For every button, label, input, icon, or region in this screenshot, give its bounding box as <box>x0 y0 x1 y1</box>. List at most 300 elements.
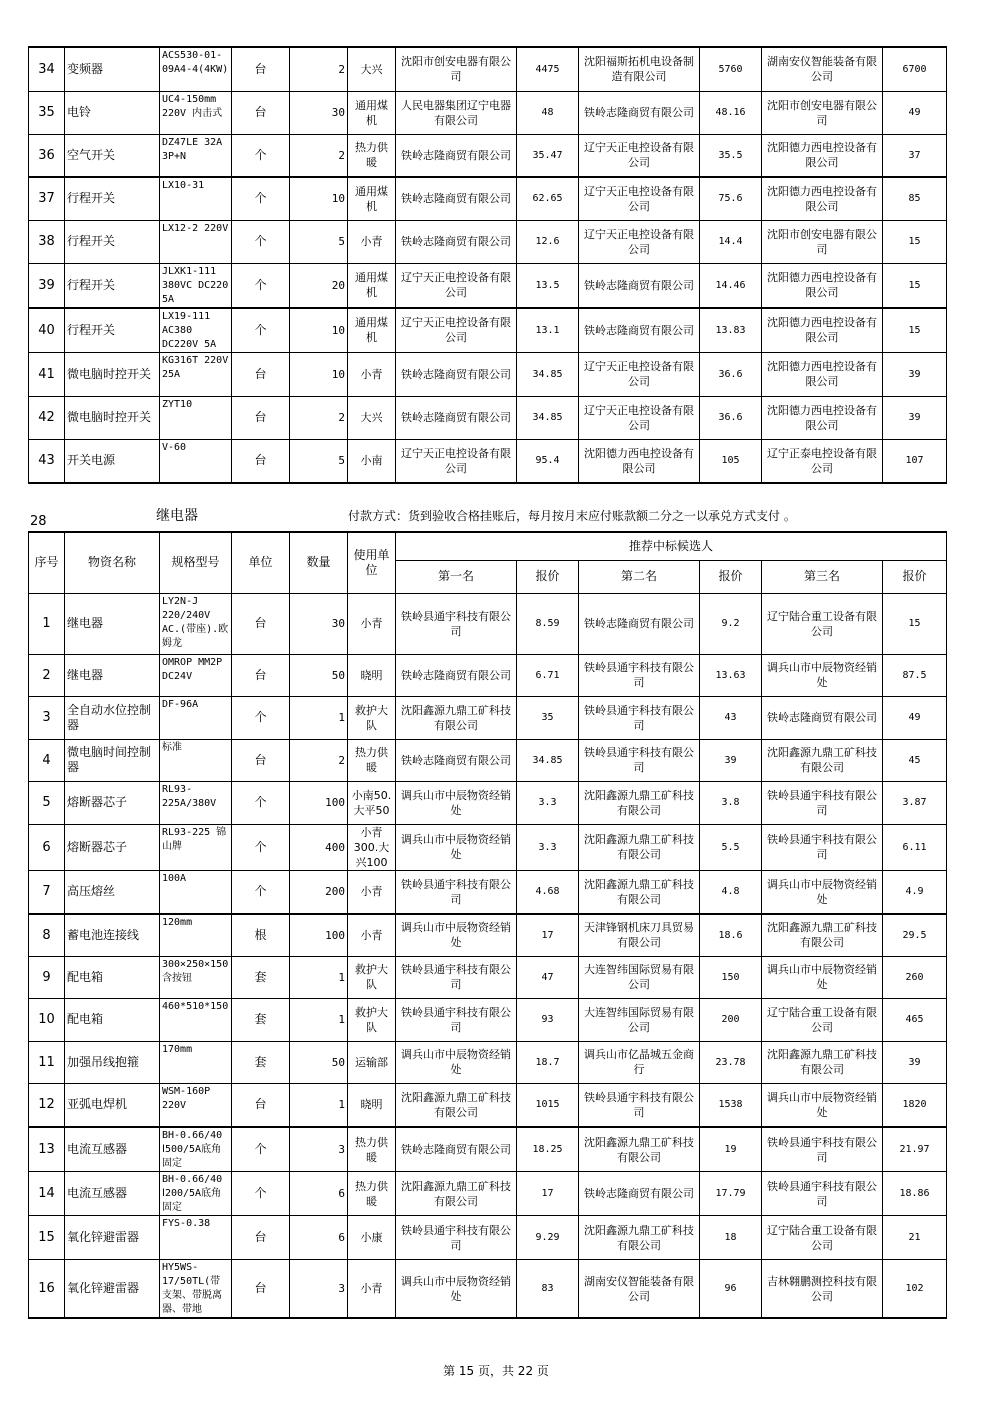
first-price: 34.85 <box>517 739 579 781</box>
row-no: 1 <box>29 593 65 654</box>
third-candidate: 沈阳鑫源九鼎工矿科技有限公司 <box>762 1041 883 1083</box>
third-candidate: 沈阳德力西电控设备有限公司 <box>762 177 883 220</box>
row-no: 4 <box>29 739 65 781</box>
item-spec: LX12-2 220V <box>160 220 232 263</box>
second-candidate: 铁岭志隆商贸有限公司 <box>579 593 700 654</box>
second-candidate: 铁岭县通宇科技有限公司 <box>579 1083 700 1127</box>
item-spec: 100A <box>160 870 232 914</box>
item-unit: 个 <box>232 781 290 824</box>
second-price: 19 <box>700 1127 762 1172</box>
item-qty: 5 <box>290 439 348 483</box>
first-candidate: 辽宁天正电控设备有限公司 <box>396 263 517 308</box>
second-candidate: 辽宁天正电控设备有限公司 <box>579 396 700 439</box>
using-unit: 通用煤机 <box>348 308 396 353</box>
using-unit: 小青300.大兴100 <box>348 824 396 870</box>
third-price: 87.5 <box>883 654 947 696</box>
first-candidate: 沈阳鑫源九鼎工矿科技有限公司 <box>396 696 517 739</box>
first-price: 47 <box>517 956 579 998</box>
item-qty: 20 <box>290 263 348 308</box>
third-price: 15 <box>883 593 947 654</box>
item-name: 空气开关 <box>65 134 160 177</box>
second-price: 17.79 <box>700 1172 762 1216</box>
item-spec: JLXK1-111 380VC DC220 5A <box>160 263 232 308</box>
table-row <box>29 134 947 177</box>
second-price: 3.8 <box>700 781 762 824</box>
header-recommend: 推荐中标候选人 <box>396 532 947 560</box>
third-candidate: 调兵山市中辰物资经销处 <box>762 1083 883 1127</box>
table-row <box>29 47 947 91</box>
row-no: 11 <box>29 1041 65 1083</box>
table-row <box>29 220 947 263</box>
first-price: 17 <box>517 1172 579 1216</box>
row-no: 5 <box>29 781 65 824</box>
item-qty: 3 <box>290 1260 348 1319</box>
first-price: 13.5 <box>517 263 579 308</box>
second-candidate: 沈阳鑫源九鼎工矿科技有限公司 <box>579 870 700 914</box>
header-third: 第三名 <box>762 560 883 593</box>
third-price: 4.9 <box>883 870 947 914</box>
second-price: 4.8 <box>700 870 762 914</box>
page-footer: 第 15 页，共 22 页 <box>443 1364 549 1378</box>
third-price: 107 <box>883 439 947 483</box>
second-candidate: 辽宁天正电控设备有限公司 <box>579 220 700 263</box>
first-price: 3.3 <box>517 824 579 870</box>
item-name: 蓄电池连接线 <box>65 914 160 956</box>
third-price: 21.97 <box>883 1127 947 1172</box>
item-spec: BH-0.66/40 Ⅰ200/5A底角固定 <box>160 1172 232 1216</box>
third-price: 3.87 <box>883 781 947 824</box>
second-price: 36.6 <box>700 352 762 396</box>
first-price: 9.29 <box>517 1216 579 1260</box>
header-spec: 规格型号 <box>160 532 232 593</box>
item-name: 微电脑时间控制器 <box>65 739 160 781</box>
third-price: 15 <box>883 220 947 263</box>
third-price: 45 <box>883 739 947 781</box>
second-candidate: 铁岭志隆商贸有限公司 <box>579 263 700 308</box>
item-qty: 2 <box>290 739 348 781</box>
header-price-1: 报价 <box>517 560 579 593</box>
item-spec: 300×250×150 含按钮 <box>160 956 232 998</box>
using-unit: 通用煤机 <box>348 91 396 134</box>
third-candidate: 吉林翱鹏测控科技有限公司 <box>762 1260 883 1319</box>
row-no: 39 <box>29 263 65 308</box>
table-row <box>29 1260 947 1319</box>
third-price: 18.86 <box>883 1172 947 1216</box>
first-price: 48 <box>517 91 579 134</box>
using-unit: 晓明 <box>348 1083 396 1127</box>
first-candidate: 调兵山市中辰物资经销处 <box>396 781 517 824</box>
using-unit: 小青 <box>348 1260 396 1319</box>
using-unit: 通用煤机 <box>348 263 396 308</box>
first-candidate: 沈阳鑫源九鼎工矿科技有限公司 <box>396 1083 517 1127</box>
item-qty: 50 <box>290 654 348 696</box>
item-name: 电铃 <box>65 91 160 134</box>
section-number: 28 <box>30 514 47 529</box>
second-candidate: 沈阳鑫源九鼎工矿科技有限公司 <box>579 1127 700 1172</box>
first-candidate: 铁岭志隆商贸有限公司 <box>396 654 517 696</box>
item-name: 氧化锌避雷器 <box>65 1216 160 1260</box>
table-row <box>29 352 947 396</box>
first-price: 6.71 <box>517 654 579 696</box>
third-candidate: 铁岭县通宇科技有限公司 <box>762 824 883 870</box>
third-candidate: 调兵山市中辰物资经销处 <box>762 654 883 696</box>
item-name: 微电脑时控开关 <box>65 396 160 439</box>
header-unit: 单位 <box>232 532 290 593</box>
third-price: 15 <box>883 263 947 308</box>
item-qty: 2 <box>290 47 348 91</box>
payment-terms: 付款方式：货到验收合格挂账后，每月按月末应付账款额二分之一以承兑方式支付 。 <box>348 509 796 523</box>
third-candidate: 沈阳德力西电控设备有限公司 <box>762 263 883 308</box>
first-candidate: 辽宁天正电控设备有限公司 <box>396 439 517 483</box>
item-qty: 6 <box>290 1172 348 1216</box>
item-spec: OMROP MM2P DC24V <box>160 654 232 696</box>
table-row <box>29 956 947 998</box>
third-candidate: 辽宁陆合重工设备有限公司 <box>762 593 883 654</box>
item-name: 全自动水位控制器 <box>65 696 160 739</box>
item-qty: 10 <box>290 308 348 353</box>
second-price: 23.78 <box>700 1041 762 1083</box>
first-price: 35 <box>517 696 579 739</box>
second-candidate: 铁岭县通宇科技有限公司 <box>579 739 700 781</box>
item-name: 行程开关 <box>65 220 160 263</box>
item-unit: 台 <box>232 1260 290 1319</box>
second-price: 105 <box>700 439 762 483</box>
third-candidate: 调兵山市中辰物资经销处 <box>762 870 883 914</box>
first-price: 4475 <box>517 47 579 91</box>
using-unit: 小青 <box>348 870 396 914</box>
table-row <box>29 1083 947 1127</box>
item-qty: 10 <box>290 352 348 396</box>
item-spec: 170mm <box>160 1041 232 1083</box>
item-name: 亚弧电焊机 <box>65 1083 160 1127</box>
second-candidate: 沈阳鑫源九鼎工矿科技有限公司 <box>579 781 700 824</box>
item-spec: RL93-225A/380V <box>160 781 232 824</box>
item-name: 高压熔丝 <box>65 870 160 914</box>
table-row <box>29 696 947 739</box>
third-candidate: 辽宁陆合重工设备有限公司 <box>762 998 883 1041</box>
third-candidate: 沈阳德力西电控设备有限公司 <box>762 308 883 353</box>
item-unit: 个 <box>232 696 290 739</box>
item-name: 行程开关 <box>65 177 160 220</box>
item-name: 电流互感器 <box>65 1172 160 1216</box>
row-no: 36 <box>29 134 65 177</box>
first-price: 34.85 <box>517 396 579 439</box>
first-candidate: 铁岭志隆商贸有限公司 <box>396 739 517 781</box>
table-row <box>29 1172 947 1216</box>
second-price: 14.4 <box>700 220 762 263</box>
item-spec: LY2N-J 220/240V AC.(带座).欧姆龙 <box>160 593 232 654</box>
third-price: 39 <box>883 352 947 396</box>
second-price: 75.6 <box>700 177 762 220</box>
using-unit: 大兴 <box>348 396 396 439</box>
first-price: 93 <box>517 998 579 1041</box>
third-price: 1820 <box>883 1083 947 1127</box>
item-unit: 个 <box>232 1127 290 1172</box>
second-price: 9.2 <box>700 593 762 654</box>
second-candidate: 大连智纬国际贸易有限公司 <box>579 998 700 1041</box>
item-spec: DZ47LE 32A 3P+N <box>160 134 232 177</box>
first-candidate: 铁岭县通宇科技有限公司 <box>396 956 517 998</box>
item-name: 行程开关 <box>65 308 160 353</box>
using-unit: 小青 <box>348 352 396 396</box>
using-unit: 小南50.大平50 <box>348 781 396 824</box>
using-unit: 通用煤机 <box>348 177 396 220</box>
third-candidate: 湖南安仪智能装备有限公司 <box>762 47 883 91</box>
second-price: 1538 <box>700 1083 762 1127</box>
using-unit: 救护大队 <box>348 956 396 998</box>
using-unit: 小康 <box>348 1216 396 1260</box>
first-candidate: 沈阳市创安电器有限公司 <box>396 47 517 91</box>
row-no: 38 <box>29 220 65 263</box>
item-name: 加强吊线抱箍 <box>65 1041 160 1083</box>
second-price: 18 <box>700 1216 762 1260</box>
third-candidate: 铁岭县通宇科技有限公司 <box>762 1172 883 1216</box>
third-price: 21 <box>883 1216 947 1260</box>
item-spec: UC4-150mm 220V 内击式 <box>160 91 232 134</box>
first-candidate: 铁岭志隆商贸有限公司 <box>396 177 517 220</box>
row-no: 37 <box>29 177 65 220</box>
second-price: 200 <box>700 998 762 1041</box>
item-unit: 台 <box>232 1216 290 1260</box>
table-row <box>29 1127 947 1172</box>
third-candidate: 沈阳鑫源九鼎工矿科技有限公司 <box>762 739 883 781</box>
third-candidate: 沈阳德力西电控设备有限公司 <box>762 134 883 177</box>
item-unit: 台 <box>232 1083 290 1127</box>
first-price: 3.3 <box>517 781 579 824</box>
first-candidate: 调兵山市中辰物资经销处 <box>396 824 517 870</box>
first-candidate: 人民电器集团辽宁电器有限公司 <box>396 91 517 134</box>
second-candidate: 辽宁天正电控设备有限公司 <box>579 134 700 177</box>
table-row <box>29 439 947 483</box>
row-no: 35 <box>29 91 65 134</box>
item-unit: 个 <box>232 134 290 177</box>
second-price: 14.46 <box>700 263 762 308</box>
row-no: 9 <box>29 956 65 998</box>
second-price: 35.5 <box>700 134 762 177</box>
item-qty: 2 <box>290 134 348 177</box>
first-candidate: 沈阳鑫源九鼎工矿科技有限公司 <box>396 1172 517 1216</box>
item-name: 熔断器芯子 <box>65 824 160 870</box>
row-no: 10 <box>29 998 65 1041</box>
second-candidate: 调兵山市亿晶城五金商行 <box>579 1041 700 1083</box>
row-no: 34 <box>29 47 65 91</box>
third-candidate: 沈阳德力西电控设备有限公司 <box>762 352 883 396</box>
first-candidate: 调兵山市中辰物资经销处 <box>396 1041 517 1083</box>
item-spec: FYS-0.38 <box>160 1216 232 1260</box>
item-qty: 100 <box>290 914 348 956</box>
third-price: 39 <box>883 396 947 439</box>
using-unit: 救护大队 <box>348 998 396 1041</box>
first-candidate: 铁岭县通宇科技有限公司 <box>396 593 517 654</box>
second-candidate: 天津锋钢机床刀具贸易有限公司 <box>579 914 700 956</box>
item-unit: 个 <box>232 824 290 870</box>
row-no: 7 <box>29 870 65 914</box>
first-candidate: 调兵山市中辰物资经销处 <box>396 1260 517 1319</box>
item-qty: 10 <box>290 177 348 220</box>
item-unit: 个 <box>232 308 290 353</box>
third-candidate: 调兵山市中辰物资经销处 <box>762 956 883 998</box>
item-name: 配电箱 <box>65 956 160 998</box>
item-name: 继电器 <box>65 593 160 654</box>
first-price: 8.59 <box>517 593 579 654</box>
item-qty: 5 <box>290 220 348 263</box>
first-price: 18.25 <box>517 1127 579 1172</box>
table-row <box>29 870 947 914</box>
first-candidate: 铁岭志隆商贸有限公司 <box>396 134 517 177</box>
row-no: 16 <box>29 1260 65 1319</box>
third-candidate: 辽宁正泰电控设备有限公司 <box>762 439 883 483</box>
second-price: 96 <box>700 1260 762 1319</box>
first-candidate: 铁岭县通宇科技有限公司 <box>396 998 517 1041</box>
table-row <box>29 781 947 824</box>
using-unit: 运输部 <box>348 1041 396 1083</box>
first-price: 83 <box>517 1260 579 1319</box>
item-unit: 套 <box>232 956 290 998</box>
third-price: 465 <box>883 998 947 1041</box>
relay-procurement-table <box>28 531 947 1319</box>
item-spec: ZYT10 <box>160 396 232 439</box>
table-row <box>29 91 947 134</box>
section-title: 继电器 <box>156 508 198 524</box>
item-unit: 台 <box>232 654 290 696</box>
item-spec: LX19-111 AC380 DC220V 5A <box>160 308 232 353</box>
using-unit: 热力供暖 <box>348 739 396 781</box>
item-unit: 根 <box>232 914 290 956</box>
using-unit: 救护大队 <box>348 696 396 739</box>
first-candidate: 铁岭志隆商贸有限公司 <box>396 396 517 439</box>
procurement-table-continued <box>28 46 947 484</box>
second-price: 150 <box>700 956 762 998</box>
item-unit: 个 <box>232 263 290 308</box>
item-qty: 3 <box>290 1127 348 1172</box>
using-unit: 热力供暖 <box>348 134 396 177</box>
first-candidate: 铁岭志隆商贸有限公司 <box>396 1127 517 1172</box>
second-candidate: 铁岭县通宇科技有限公司 <box>579 654 700 696</box>
second-price: 43 <box>700 696 762 739</box>
table-row <box>29 177 947 220</box>
second-candidate: 沈阳德力西电控设备有限公司 <box>579 439 700 483</box>
item-qty: 30 <box>290 593 348 654</box>
third-candidate: 铁岭志隆商贸有限公司 <box>762 696 883 739</box>
header-no: 序号 <box>29 532 65 593</box>
row-no: 15 <box>29 1216 65 1260</box>
item-unit: 个 <box>232 1172 290 1216</box>
second-price: 48.16 <box>700 91 762 134</box>
second-candidate: 湖南安仪智能装备有限公司 <box>579 1260 700 1319</box>
second-price: 13.63 <box>700 654 762 696</box>
table-row <box>29 914 947 956</box>
second-price: 13.83 <box>700 308 762 353</box>
table-row <box>29 1216 947 1260</box>
first-candidate: 铁岭志隆商贸有限公司 <box>396 220 517 263</box>
third-price: 6.11 <box>883 824 947 870</box>
second-candidate: 沈阳鑫源九鼎工矿科技有限公司 <box>579 1216 700 1260</box>
using-unit: 大兴 <box>348 47 396 91</box>
item-unit: 个 <box>232 177 290 220</box>
third-price: 85 <box>883 177 947 220</box>
row-no: 8 <box>29 914 65 956</box>
third-candidate: 沈阳市创安电器有限公司 <box>762 220 883 263</box>
table-row <box>29 1041 947 1083</box>
third-price: 260 <box>883 956 947 998</box>
item-spec: 120mm <box>160 914 232 956</box>
using-unit: 小南 <box>348 439 396 483</box>
row-no: 6 <box>29 824 65 870</box>
second-candidate: 辽宁天正电控设备有限公司 <box>579 352 700 396</box>
item-unit: 台 <box>232 396 290 439</box>
table-row <box>29 739 947 781</box>
item-unit: 台 <box>232 91 290 134</box>
second-price: 18.6 <box>700 914 762 956</box>
table-row <box>29 593 947 654</box>
first-price: 95.4 <box>517 439 579 483</box>
second-candidate: 铁岭志隆商贸有限公司 <box>579 91 700 134</box>
item-name: 氧化锌避雷器 <box>65 1260 160 1319</box>
item-unit: 台 <box>232 739 290 781</box>
third-price: 49 <box>883 91 947 134</box>
item-name: 继电器 <box>65 654 160 696</box>
item-unit: 台 <box>232 47 290 91</box>
item-name: 熔断器芯子 <box>65 781 160 824</box>
item-spec: 标准 <box>160 739 232 781</box>
item-unit: 个 <box>232 870 290 914</box>
table-row <box>29 308 947 353</box>
table-row <box>29 263 947 308</box>
first-price: 62.65 <box>517 177 579 220</box>
item-spec: V-60 <box>160 439 232 483</box>
first-price: 12.6 <box>517 220 579 263</box>
second-candidate: 铁岭县通宇科技有限公司 <box>579 696 700 739</box>
third-candidate: 沈阳德力西电控设备有限公司 <box>762 396 883 439</box>
first-price: 18.7 <box>517 1041 579 1083</box>
item-spec: ACS530-01-09A4-4(4KW) <box>160 47 232 91</box>
item-unit: 台 <box>232 593 290 654</box>
item-qty: 30 <box>290 91 348 134</box>
header-qty: 数量 <box>290 532 348 593</box>
item-qty: 200 <box>290 870 348 914</box>
third-candidate: 沈阳鑫源九鼎工矿科技有限公司 <box>762 914 883 956</box>
using-unit: 热力供暖 <box>348 1127 396 1172</box>
third-price: 6700 <box>883 47 947 91</box>
first-candidate: 铁岭县通宇科技有限公司 <box>396 870 517 914</box>
item-name: 变频器 <box>65 47 160 91</box>
first-price: 4.68 <box>517 870 579 914</box>
header-second: 第二名 <box>579 560 700 593</box>
item-qty: 2 <box>290 396 348 439</box>
first-price: 34.85 <box>517 352 579 396</box>
item-qty: 100 <box>290 781 348 824</box>
second-price: 5.5 <box>700 824 762 870</box>
row-no: 3 <box>29 696 65 739</box>
third-price: 39 <box>883 1041 947 1083</box>
item-name: 行程开关 <box>65 263 160 308</box>
first-price: 17 <box>517 914 579 956</box>
item-name: 开关电源 <box>65 439 160 483</box>
item-spec: KG316T 220V 25A <box>160 352 232 396</box>
first-candidate: 调兵山市中辰物资经销处 <box>396 914 517 956</box>
first-candidate: 铁岭志隆商贸有限公司 <box>396 352 517 396</box>
first-price: 13.1 <box>517 308 579 353</box>
row-no: 13 <box>29 1127 65 1172</box>
using-unit: 小青 <box>348 914 396 956</box>
row-no: 14 <box>29 1172 65 1216</box>
first-candidate: 铁岭县通宇科技有限公司 <box>396 1216 517 1260</box>
item-qty: 1 <box>290 1083 348 1127</box>
first-price: 35.47 <box>517 134 579 177</box>
third-price: 15 <box>883 308 947 353</box>
item-unit: 套 <box>232 998 290 1041</box>
using-unit: 小青 <box>348 220 396 263</box>
